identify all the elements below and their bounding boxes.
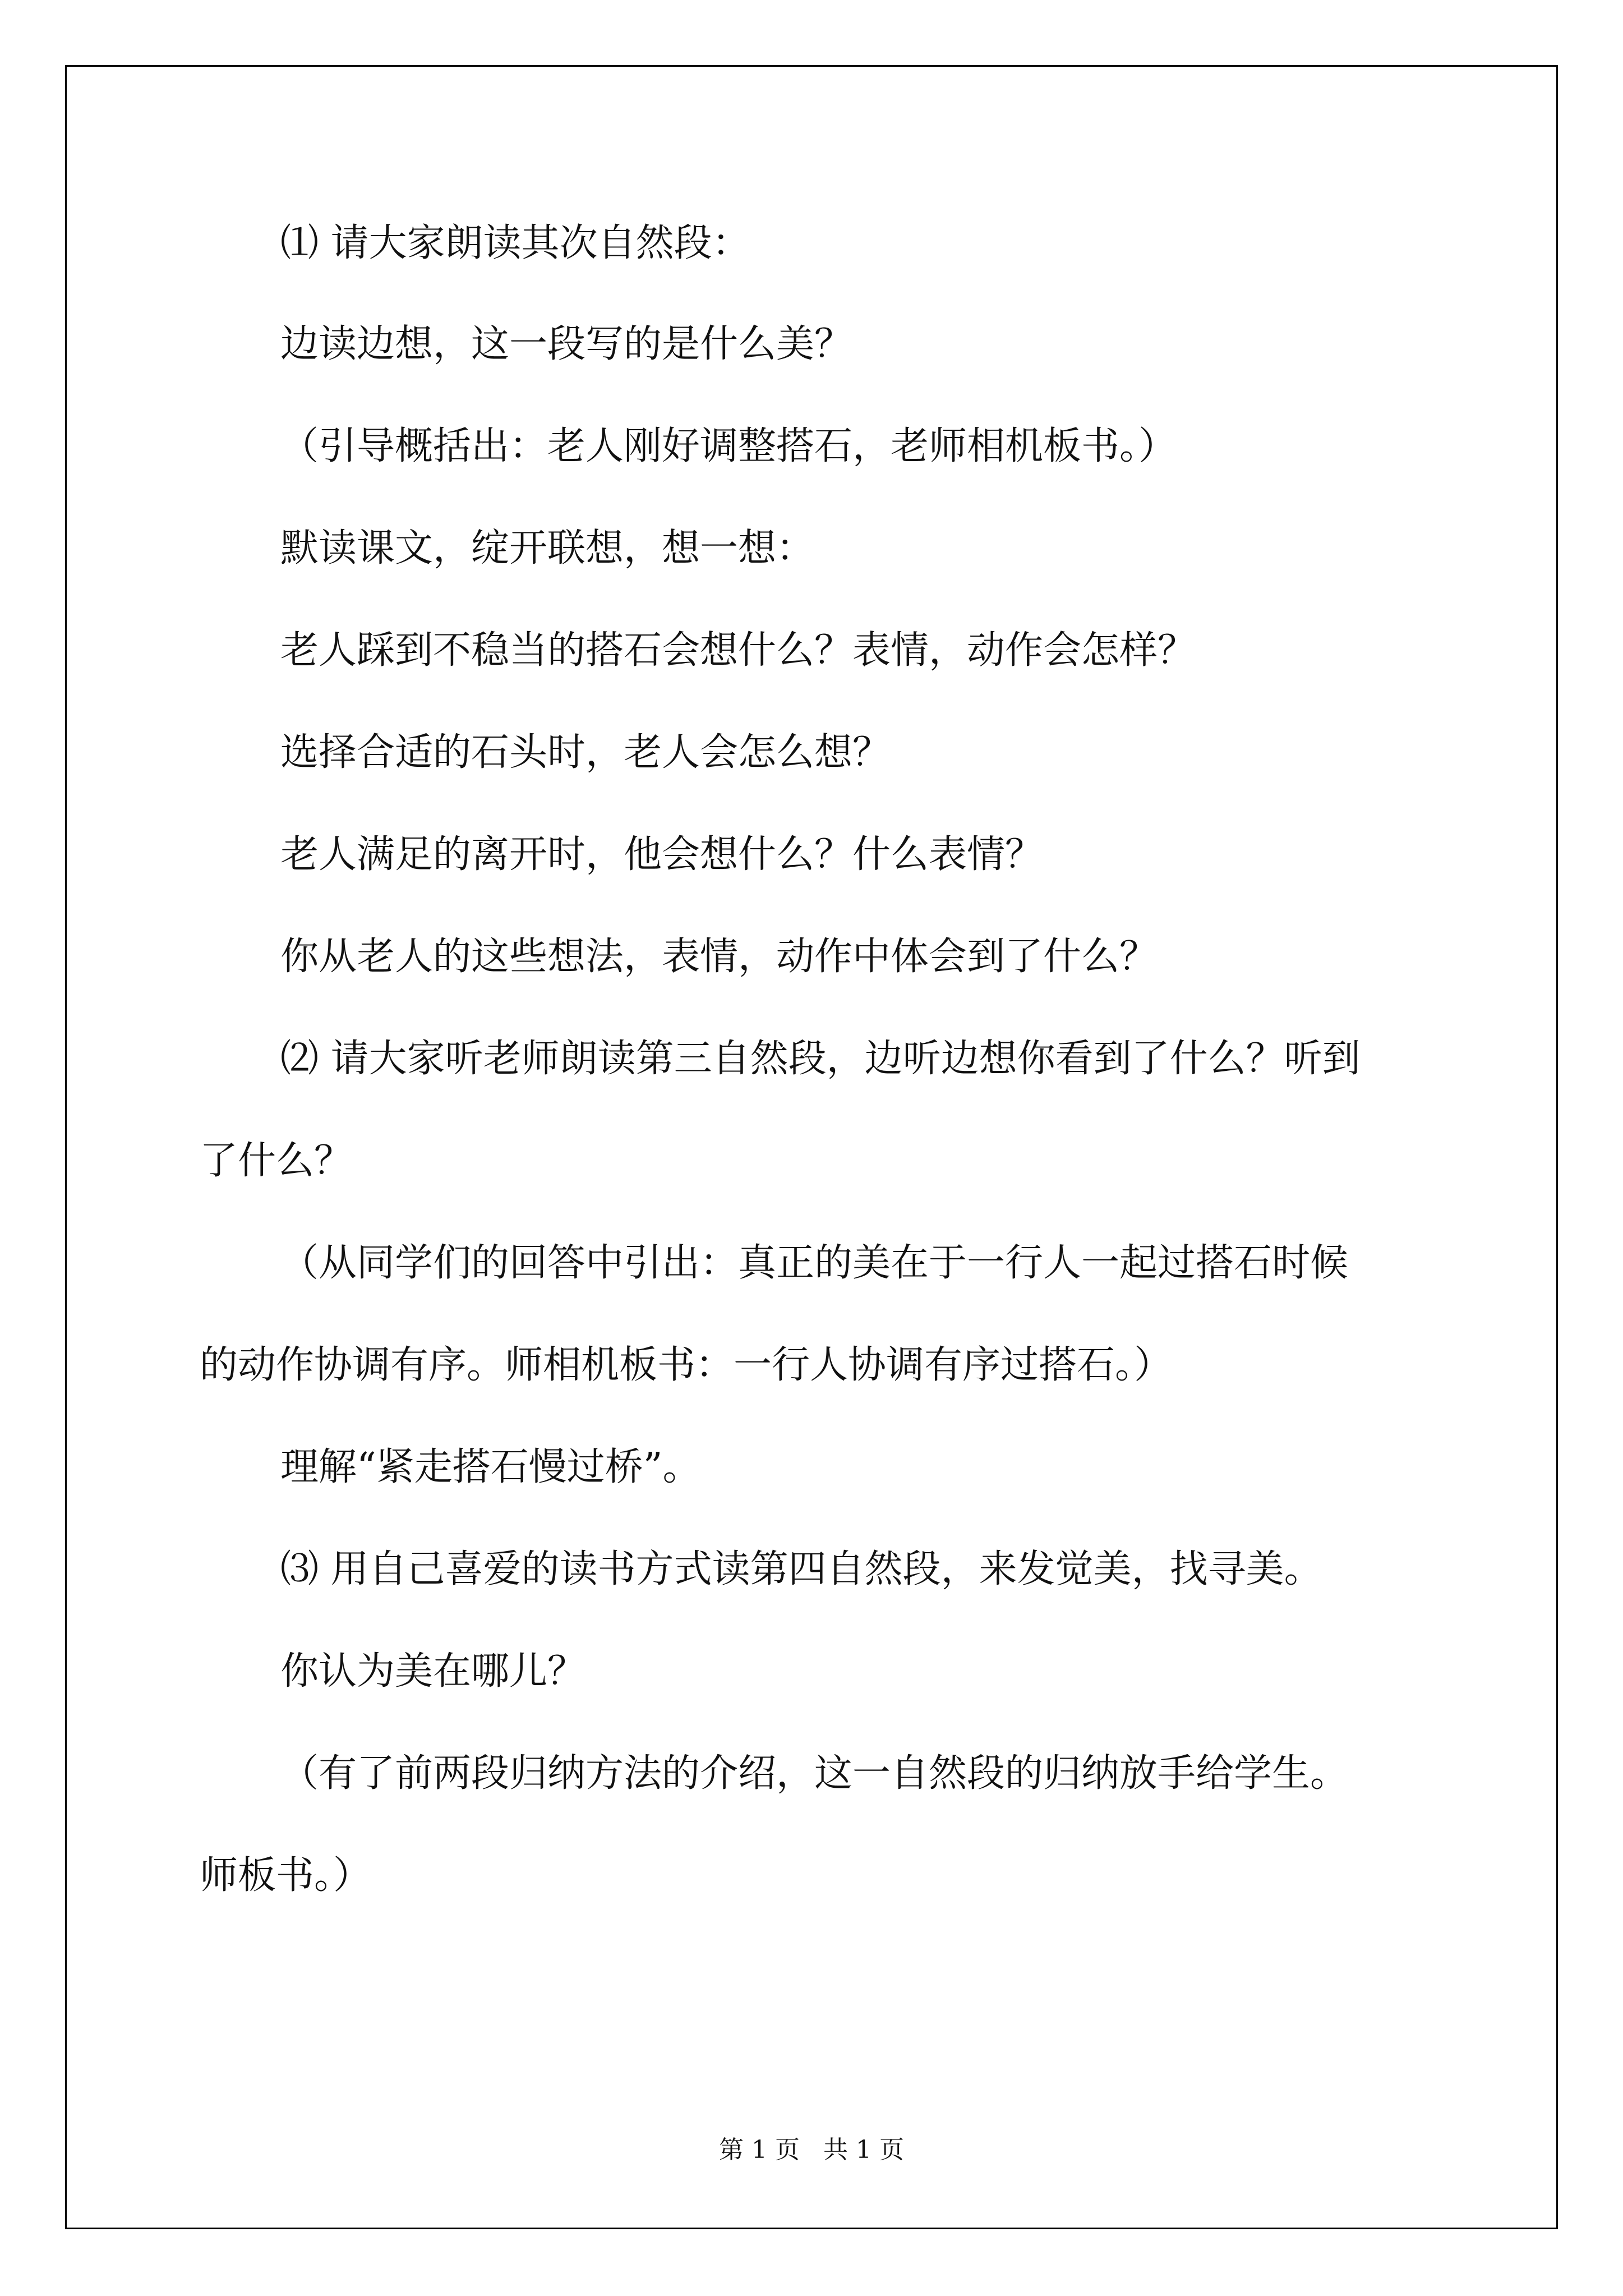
- paragraph-line: 默读课文，绽开联想，想一想：: [280, 526, 815, 570]
- paragraph-line: 的动作协调有序。师相机板书：一行人协调有序过搭石。）: [200, 1343, 1173, 1387]
- paragraph-line: 老人满足的离开时，他会想什么？什么表情？: [280, 832, 1044, 877]
- paragraph-line: （引导概括出：老人刚好调整搭石，老师相机板书。）: [280, 424, 1177, 468]
- paragraph-line: 你认为美在哪儿？: [280, 1649, 586, 1694]
- paragraph-line: 选择合适的石头时，老人会怎么想？: [280, 730, 891, 775]
- paragraph-line: 师板书。）: [200, 1853, 372, 1898]
- page-number-current: 第 1 页: [719, 2136, 800, 2164]
- paragraph-line: （从同学们的回答中引出：真正的美在于一行人一起过搭石时候: [280, 1241, 1349, 1285]
- paragraph-line: ⑴ 请大家朗读其次自然段：: [280, 221, 750, 265]
- paragraph-line: ⑵ 请大家听老师朗读第三自然段，边听边想你看到了什么？听到: [280, 1037, 1361, 1081]
- paragraph-line: （有了前两段归纳方法的介绍，这一自然段的归纳放手给学生。: [280, 1751, 1349, 1796]
- paragraph-line: ⑶ 用自己喜爱的读书方式读第四自然段，来发觉美，找寻美。: [280, 1547, 1322, 1591]
- page-footer: [0, 2129, 1623, 2165]
- paragraph-line: 理解“紧走搭石慢过桥”。: [280, 1445, 701, 1489]
- paragraph-line: 了什么？: [200, 1139, 353, 1183]
- paragraph-line: 边读边想，这一段写的是什么美？: [280, 322, 853, 366]
- paragraph-line: 老人踩到不稳当的搭石会想什么？表情，动作会怎样？: [280, 628, 1196, 673]
- page-number-total: 共 1 页: [823, 2136, 904, 2164]
- paragraph-line: 你从老人的这些想法，表情，动作中体会到了什么？: [280, 935, 1158, 979]
